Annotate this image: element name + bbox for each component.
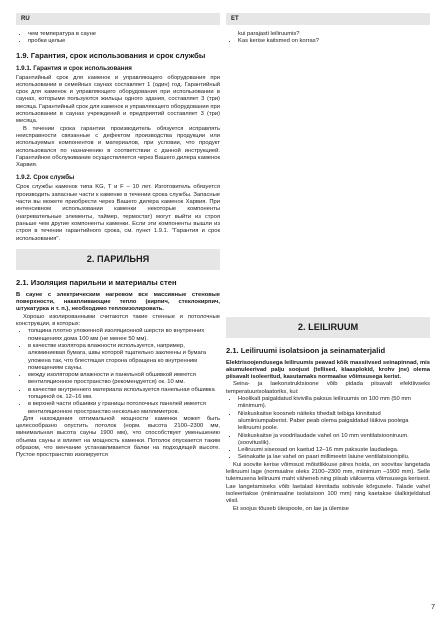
paragraph: Kui soovite kerise võimsust mõistlikkuse piires hoida, on soovitav langetada leiliruumi lage (normaalne oleks 2100–2300 mm, miinimum –1900 mm). Selle tulemusena leiliruumi maht väheneb ning piisab väiksema võimsusega kerisest. Lae langetamiseks võib laetalad kinnitada sobivale kõrgusele. Talade vahel isoleeritakse (miinimaalne isolatsioon 100 mm) ning kaetakse ülalkirjeldatud viisil. <box>226 461 430 505</box>
paragraph: Гарантийный срок для каменок и управляющего оборудования при использовании в семейных саунах составляет 1 (один) год. Гарантийный срок для каменок и управляющего оборудования при использовании в саунах, которыми пользуются жильцы одного здания, составляет 3 (три) месяца. Гарантийный срок для каменок и управляющего оборудования при использовании в саунах учреждений и предприятий составляет 3 (три) месяца. <box>16 74 220 125</box>
paragraph: Et soojus tõuseb ülespoole, on lae ja ülemise <box>233 505 350 512</box>
paragraph: В течении срока гарантии производитель обязуется исправлять неисправности связанные с дефектом производства продукции или используемых компонентов и материалов, при условии, что продукт использовался по назначению в соответствии с данной инструкцией. Гарантийное обслуживание осуществляется через Вашего дилера каменок Харвия. <box>16 125 220 169</box>
section-heading: 2.1. Leiliruumi isolatsioon ja seinamaterjalid <box>226 345 386 355</box>
subsection-heading: 1.9.1. Гарантия и срок использования <box>16 64 132 72</box>
top-bullets-ru <box>16 31 220 46</box>
list-item: • Kas kerise kaitsmed on korras? <box>238 38 430 45</box>
list-item: • между изолятором влажности и панельной обшивкой имеется вентиляционное пространство (рекомендуется) ок. 10 мм. <box>28 372 220 387</box>
list-item: kui parajasti leiliruumis? <box>238 31 300 37</box>
list-item: • пробки целые <box>28 38 220 45</box>
page-number: 7 <box>431 604 435 611</box>
language-tab-et: ET <box>226 13 430 25</box>
list-item: • в качестве внутреннего материала используется панельная обшивка толщиной ок. 12–16 мм. <box>28 387 220 402</box>
insulation-list-et <box>226 396 430 462</box>
intro-bold: В сауне с электрическим нагревом все массивные стеновые поверхности, накапливающие тепло (кирпич, стеклокирпич, штукатурка и т. п.), необходимо теплоизолировать. <box>16 291 220 313</box>
column-ru <box>16 31 220 460</box>
list-item: • чем температура в сауне <box>28 31 220 38</box>
paragraph: Seina- ja laekonstruktsioone võib pidada piisavalt efektiivseks temperatuurisolaatoriks, kui: <box>226 381 430 395</box>
section-heading: 1.9. Гарантия, срок использования и срок службы <box>16 50 206 60</box>
paragraph: Хорошо изолированными считаются такие стенные и потолочные конструкции, в которых: <box>16 313 220 328</box>
intro-bold: Elektrisoojendusega leiliruumis peavad kõik massiivsed seinapinnad, mis akumuleerivad palju soojust (tellised, klaasplokid, krohv jne) olema piisavalt isoleeritud, kasutamaks normaalse võimsusega kerist. <box>226 359 430 381</box>
list-item: • Seinakatte ja lae vahel on paari millimeetri laiune ventilatsioonipilu. <box>238 454 430 461</box>
language-tab-ru: RU <box>16 13 220 25</box>
column-et <box>226 31 430 513</box>
list-item: • толщина плотно уложенной изоляционной шерсти во внутренних помещениях дома 100 мм (не менее 50 мм). <box>28 328 220 343</box>
paragraph: Срок службы каменок типа KG, T и F – 10 лет. Изготовитель обязуется производить запасные части к каменке в течении срока службы. Запасные части вы можете приобрести через Вашего дилера каменок Харвия. При интенсивном использовании каменки некоторые компоненты (нагревательные элементы, таймер, термостат) могут выйти из строя раньше чем другие компоненты каменки. Если эти компоненты вышли из строя в течении гарантийного срока, см. пункт 1.9.1. "Гарантия и срок использования". <box>16 184 220 242</box>
list-item: • Niiskuskaitse ja voodrilaudade vahel on 10 mm ventilatsiooniruum. (soovituslik). <box>238 433 430 448</box>
list-item: • Niiskuskaitse koosneb näiteks tihedalt teibiga kinnitatud alumiiniumpaberist. Paber peab olema paigaldatud läikiva poolega leiliruumi poole. <box>238 411 430 433</box>
chapter-band: 2. LEILIRUUM <box>226 317 430 338</box>
list-item: • в верхней части обшивки у границы потолочных панелей имеется вентиляционное пространство несколько миллиметров. <box>28 401 220 416</box>
section-heading: 2.1. Изоляция парильни и материалы стен <box>16 277 177 287</box>
chapter-band: 2. ПАРИЛЬНЯ <box>16 249 220 270</box>
insulation-list-ru <box>16 328 220 416</box>
subsection-heading: 1.9.2. Срок службы <box>16 174 75 182</box>
list-item: • Hoolikalt paigaldatud kivivilla paksus leiliruumis on 100 mm (50 mm miinimum). <box>238 396 430 411</box>
top-bullets-et <box>226 31 430 46</box>
list-item: • Leiliruumi siseosad on kaetud 12–16 mm paksuste laudadega. <box>238 447 430 454</box>
paragraph: Для нахождения оптимальной мощности каменки может быть целесообразно опустить потолок (норм. высота 2100–2300 мм, минимальная высота сауны 1900 мм), что способствует уменьшению объема сауны и влияет на мощность каменки. Потолок опускается таким образом, что венчание устанавливается балки на подходящей высоте. Пустое пространство изолируется <box>16 415 220 459</box>
list-item: • в качестве изолятора влажности используется, например, алюминиевая бумага, швы которой тщательно заклеены и бумага уложена так, что блестящая сторона обращена ко внутренним помещениям сауны. <box>28 343 220 372</box>
